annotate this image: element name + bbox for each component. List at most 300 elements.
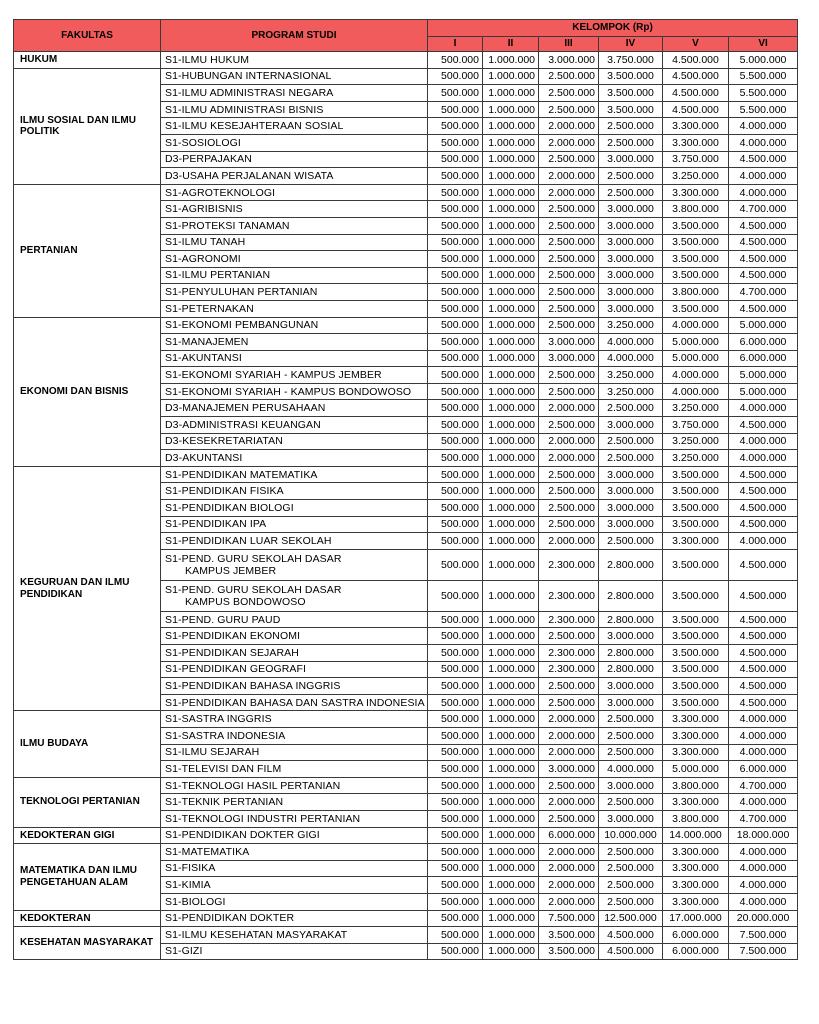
program-cell [161,251,428,268]
fee-cell-group-3: 2.500.000 [539,483,599,500]
fee-cell-group-3: 2.500.000 [539,68,599,85]
program-cell [161,549,428,580]
fee-cell-group-1: 500.000 [428,118,483,135]
fee-cell-group-6: 6.000.000 [729,334,798,351]
fee-cell-group-1: 500.000 [428,860,483,877]
program-name: S1-PEND. GURU SEKOLAH DASAR [165,583,342,596]
program-name: D3-KESEKRETARIATAN [165,435,283,448]
fee-cell-group-2: 1.000.000 [483,184,539,201]
fee-cell-group-4: 4.500.000 [599,943,663,960]
fee-cell-group-6: 4.000.000 [729,893,798,910]
fee-cell-group-4: 3.000.000 [599,810,663,827]
fee-cell-group-4: 3.000.000 [599,628,663,645]
faculty-cell: HUKUM [14,52,161,69]
fee-cell-group-6: 4.000.000 [729,794,798,811]
faculty-cell: MATEMATIKA DAN ILMU PENGETAHUAN ALAM [14,844,161,910]
fee-cell-group-6: 4.500.000 [729,300,798,317]
fee-cell-group-2: 1.000.000 [483,810,539,827]
fee-cell-group-2: 1.000.000 [483,350,539,367]
program-name: S1-SASTRA INDONESIA [165,729,286,742]
fee-cell-group-6: 7.500.000 [729,943,798,960]
fee-cell-group-4: 3.000.000 [599,678,663,695]
fee-cell-group-2: 1.000.000 [483,168,539,185]
fee-cell-group-5: 3.500.000 [663,694,729,711]
faculty-cell: EKONOMI DAN BISNIS [14,317,161,466]
fee-cell-group-4: 2.500.000 [599,893,663,910]
fee-cell-group-2: 1.000.000 [483,943,539,960]
fee-cell-group-5: 3.800.000 [663,201,729,218]
fee-cell-group-5: 3.300.000 [663,877,729,894]
program-name: D3-AKUNTANSI [165,452,243,465]
fee-cell-group-5: 4.000.000 [663,367,729,384]
program-name: S1-PETERNAKAN [165,302,254,315]
faculty-cell: ILMU SOSIAL DAN ILMU POLITIK [14,68,161,184]
header-group-6: VI [729,37,798,52]
fee-cell-group-2: 1.000.000 [483,628,539,645]
table-row [14,827,798,844]
fee-cell-group-6: 4.000.000 [729,168,798,185]
fee-cell-group-6: 4.000.000 [729,184,798,201]
fee-cell-group-4: 2.500.000 [599,118,663,135]
fee-cell-group-3: 2.500.000 [539,251,599,268]
fee-cell-group-1: 500.000 [428,251,483,268]
fee-cell-group-6: 4.000.000 [729,844,798,861]
fee-cell-group-5: 3.500.000 [663,267,729,284]
header-kelompok: KELOMPOK (Rp) [428,20,798,37]
program-cell [161,417,428,434]
fee-cell-group-2: 1.000.000 [483,400,539,417]
table-body [14,52,798,960]
fee-cell-group-5: 3.500.000 [663,611,729,628]
table-row [14,777,798,794]
program-cell [161,284,428,301]
program-name: S1-TEKNIK PERTANIAN [165,796,284,809]
fee-cell-group-5: 3.500.000 [663,516,729,533]
fee-cell-group-2: 1.000.000 [483,694,539,711]
table-row [14,711,798,728]
fee-cell-group-1: 500.000 [428,450,483,467]
fee-cell-group-5: 4.000.000 [663,317,729,334]
fee-cell-group-1: 500.000 [428,761,483,778]
program-cell [161,317,428,334]
fee-cell-group-6: 4.700.000 [729,201,798,218]
fee-cell-group-6: 4.500.000 [729,483,798,500]
fee-cell-group-4: 2.500.000 [599,860,663,877]
program-name: S1-GIZI [165,945,203,958]
fee-cell-group-3: 2.500.000 [539,217,599,234]
fee-cell-group-6: 4.500.000 [729,516,798,533]
fee-cell-group-5: 14.000.000 [663,827,729,844]
fee-cell-group-3: 3.500.000 [539,927,599,944]
fee-cell-group-3: 2.000.000 [539,134,599,151]
fee-cell-group-2: 1.000.000 [483,234,539,251]
fee-cell-group-6: 4.500.000 [729,234,798,251]
fee-cell-group-6: 4.500.000 [729,267,798,284]
fee-cell-group-2: 1.000.000 [483,101,539,118]
program-name: S1-AKUNTANSI [165,352,242,365]
program-name: S1-PENDIDIKAN EKONOMI [165,630,301,643]
fee-cell-group-6: 6.000.000 [729,350,798,367]
program-name: S1-EKONOMI SYARIAH - KAMPUS JEMBER [165,369,382,382]
fee-cell-group-1: 500.000 [428,727,483,744]
fee-cell-group-1: 500.000 [428,549,483,580]
program-name: S1-MATEMATIKA [165,845,250,858]
fee-cell-group-4: 2.500.000 [599,744,663,761]
fee-cell-group-6: 20.000.000 [729,910,798,927]
fee-cell-group-6: 4.500.000 [729,611,798,628]
program-cell [161,810,428,827]
table-row [14,184,798,201]
fee-cell-group-2: 1.000.000 [483,450,539,467]
program-name: S1-AGRONOMI [165,252,241,265]
fee-cell-group-1: 500.000 [428,284,483,301]
program-name: S1-PENDIDIKAN BAHASA DAN SASTRA INDONESIA [165,696,425,709]
fee-cell-group-1: 500.000 [428,184,483,201]
program-name: S1-SASTRA INGGRIS [165,713,272,726]
fee-cell-group-2: 1.000.000 [483,711,539,728]
fee-cell-group-3: 2.000.000 [539,118,599,135]
fee-cell-group-6: 5.500.000 [729,68,798,85]
program-cell [161,151,428,168]
fee-cell-group-5: 3.500.000 [663,251,729,268]
fee-cell-group-1: 500.000 [428,234,483,251]
fee-cell-group-2: 1.000.000 [483,500,539,517]
fee-cell-group-4: 3.250.000 [599,367,663,384]
fee-cell-group-2: 1.000.000 [483,516,539,533]
program-cell [161,500,428,517]
fee-cell-group-6: 4.500.000 [729,580,798,611]
fee-cell-group-1: 500.000 [428,628,483,645]
program-cell [161,645,428,662]
fee-cell-group-2: 1.000.000 [483,383,539,400]
fee-cell-group-1: 500.000 [428,910,483,927]
fee-cell-group-2: 1.000.000 [483,910,539,927]
fee-cell-group-6: 4.500.000 [729,251,798,268]
fee-cell-group-1: 500.000 [428,827,483,844]
program-cell [161,85,428,102]
fee-cell-group-4: 2.500.000 [599,844,663,861]
program-name: D3-USAHA PERJALANAN WISATA [165,169,334,182]
fee-cell-group-3: 2.500.000 [539,300,599,317]
program-name: S1-KIMIA [165,879,211,892]
fee-cell-group-5: 3.500.000 [663,234,729,251]
program-name: S1-AGROTEKNOLOGI [165,186,276,199]
fee-cell-group-3: 2.500.000 [539,810,599,827]
fee-cell-group-5: 3.500.000 [663,580,729,611]
fee-cell-group-1: 500.000 [428,400,483,417]
header-group-3: III [539,37,599,52]
fee-cell-group-6: 4.000.000 [729,727,798,744]
fee-cell-group-4: 2.800.000 [599,661,663,678]
fee-cell-group-2: 1.000.000 [483,794,539,811]
program-name: S1-PEND. GURU SEKOLAH DASAR [165,552,342,565]
header-group-4: IV [599,37,663,52]
fee-cell-group-1: 500.000 [428,168,483,185]
program-name: S1-PENDIDIKAN GEOGRAFI [165,663,307,676]
program-cell [161,184,428,201]
fee-cell-group-3: 2.500.000 [539,85,599,102]
fee-cell-group-5: 3.300.000 [663,893,729,910]
fee-cell-group-3: 2.000.000 [539,794,599,811]
table-row [14,844,798,861]
table-header [14,20,798,52]
fee-cell-group-6: 7.500.000 [729,927,798,944]
fee-cell-group-5: 3.300.000 [663,860,729,877]
fee-cell-group-3: 2.300.000 [539,549,599,580]
fee-cell-group-2: 1.000.000 [483,661,539,678]
program-cell [161,910,428,927]
program-name: S1-TELEVISI DAN FILM [165,762,282,775]
program-name: S1-ILMU TANAH [165,236,246,249]
faculty-cell: ILMU BUDAYA [14,711,161,777]
program-cell [161,367,428,384]
program-name: S1-PENDIDIKAN IPA [165,518,267,531]
fee-cell-group-1: 500.000 [428,151,483,168]
fee-cell-group-2: 1.000.000 [483,744,539,761]
program-cell [161,383,428,400]
fee-cell-group-4: 4.500.000 [599,927,663,944]
fee-cell-group-3: 2.000.000 [539,893,599,910]
fee-cell-group-5: 6.000.000 [663,943,729,960]
fee-cell-group-1: 500.000 [428,483,483,500]
fee-cell-group-3: 3.500.000 [539,943,599,960]
program-name: D3-PERPAJAKAN [165,153,252,166]
table-row [14,68,798,85]
fee-cell-group-4: 2.500.000 [599,711,663,728]
fee-cell-group-6: 4.000.000 [729,450,798,467]
fee-cell-group-3: 2.500.000 [539,417,599,434]
table-row [14,317,798,334]
program-cell [161,466,428,483]
fee-cell-group-4: 3.500.000 [599,101,663,118]
fee-cell-group-3: 2.000.000 [539,860,599,877]
fee-cell-group-1: 500.000 [428,893,483,910]
fee-cell-group-3: 2.500.000 [539,694,599,711]
fee-cell-group-5: 3.500.000 [663,300,729,317]
fee-cell-group-5: 3.800.000 [663,777,729,794]
fee-cell-group-4: 3.000.000 [599,300,663,317]
fee-cell-group-4: 2.500.000 [599,533,663,550]
program-cell [161,118,428,135]
fee-cell-group-3: 2.500.000 [539,678,599,695]
fee-cell-group-5: 3.500.000 [663,500,729,517]
fee-cell-group-2: 1.000.000 [483,284,539,301]
program-name: S1-PENDIDIKAN BAHASA INGGRIS [165,679,341,692]
faculty-cell: KEGURUAN DAN ILMU PENDIDIKAN [14,466,161,711]
fee-cell-group-4: 4.000.000 [599,350,663,367]
program-cell [161,267,428,284]
program-name: S1-PENDIDIKAN BIOLOGI [165,501,294,514]
program-cell [161,400,428,417]
fee-cell-group-5: 3.300.000 [663,794,729,811]
fee-cell-group-1: 500.000 [428,334,483,351]
program-cell [161,533,428,550]
fee-cell-group-5: 3.300.000 [663,134,729,151]
fee-cell-group-3: 2.500.000 [539,151,599,168]
fee-cell-group-3: 3.000.000 [539,761,599,778]
program-name: S1-BIOLOGI [165,895,226,908]
program-name: S1-TEKNOLOGI INDUSTRI PERTANIAN [165,812,361,825]
fee-table-container [13,19,797,960]
program-cell [161,201,428,218]
fee-cell-group-3: 2.500.000 [539,516,599,533]
fee-cell-group-3: 2.500.000 [539,777,599,794]
fee-cell-group-2: 1.000.000 [483,217,539,234]
fee-cell-group-4: 2.500.000 [599,877,663,894]
program-name: S1-PENDIDIKAN SEJARAH [165,646,299,659]
fee-cell-group-2: 1.000.000 [483,533,539,550]
program-name: S1-PENDIDIKAN LUAR SEKOLAH [165,534,332,547]
fee-cell-group-3: 2.500.000 [539,234,599,251]
fee-cell-group-1: 500.000 [428,433,483,450]
fee-cell-group-1: 500.000 [428,300,483,317]
fee-cell-group-4: 3.000.000 [599,201,663,218]
fee-cell-group-5: 3.250.000 [663,400,729,417]
fee-cell-group-6: 4.500.000 [729,417,798,434]
program-name: S1-PENYULUHAN PERTANIAN [165,286,318,299]
fee-cell-group-6: 4.000.000 [729,400,798,417]
fee-cell-group-3: 2.500.000 [539,500,599,517]
program-name: S1-PEND. GURU PAUD [165,613,281,626]
program-cell [161,516,428,533]
fee-cell-group-4: 3.000.000 [599,500,663,517]
program-name: S1-FISIKA [165,862,216,875]
program-cell [161,168,428,185]
program-cell [161,580,428,611]
fee-cell-group-1: 500.000 [428,134,483,151]
fee-cell-group-4: 2.500.000 [599,727,663,744]
fee-cell-group-5: 5.000.000 [663,350,729,367]
fee-cell-group-3: 2.000.000 [539,744,599,761]
fee-cell-group-2: 1.000.000 [483,433,539,450]
fee-cell-group-1: 500.000 [428,367,483,384]
program-name: S1-PENDIDIKAN DOKTER GIGI [165,829,320,842]
fee-cell-group-4: 2.800.000 [599,580,663,611]
fee-cell-group-1: 500.000 [428,533,483,550]
fee-cell-group-6: 4.000.000 [729,711,798,728]
program-cell [161,694,428,711]
fee-cell-group-2: 1.000.000 [483,118,539,135]
fee-cell-group-6: 4.700.000 [729,284,798,301]
table-row [14,927,798,944]
fee-cell-group-1: 500.000 [428,350,483,367]
fee-cell-group-5: 3.800.000 [663,810,729,827]
fee-cell-group-2: 1.000.000 [483,580,539,611]
program-cell [161,727,428,744]
fee-cell-group-1: 500.000 [428,516,483,533]
fee-cell-group-5: 5.000.000 [663,334,729,351]
program-name: S1-PENDIDIKAN MATEMATIKA [165,468,318,481]
program-name: D3-ADMINISTRASI KEUANGAN [165,418,321,431]
program-cell [161,827,428,844]
fee-cell-group-3: 7.500.000 [539,910,599,927]
fee-cell-group-4: 2.500.000 [599,134,663,151]
program-cell [161,777,428,794]
fee-cell-group-4: 2.800.000 [599,549,663,580]
fee-cell-group-5: 3.250.000 [663,433,729,450]
program-name: S1-TEKNOLOGI HASIL PERTANIAN [165,779,341,792]
program-name: S1-PENDIDIKAN FISIKA [165,485,284,498]
fee-cell-group-4: 3.000.000 [599,151,663,168]
fee-cell-group-3: 2.500.000 [539,628,599,645]
fee-cell-group-6: 4.500.000 [729,661,798,678]
fee-cell-group-4: 4.000.000 [599,761,663,778]
fee-cell-group-2: 1.000.000 [483,201,539,218]
fee-cell-group-3: 2.000.000 [539,533,599,550]
program-cell [161,711,428,728]
table-row [14,52,798,69]
fee-cell-group-4: 3.000.000 [599,516,663,533]
fee-cell-group-5: 3.300.000 [663,844,729,861]
fee-cell-group-2: 1.000.000 [483,549,539,580]
fee-cell-group-4: 2.800.000 [599,611,663,628]
program-cell [161,943,428,960]
fee-cell-group-4: 3.000.000 [599,284,663,301]
fee-cell-group-3: 2.300.000 [539,661,599,678]
fee-cell-group-4: 3.000.000 [599,234,663,251]
fee-cell-group-1: 500.000 [428,777,483,794]
fee-cell-group-2: 1.000.000 [483,85,539,102]
fee-cell-group-3: 3.000.000 [539,52,599,69]
fee-cell-group-4: 3.750.000 [599,52,663,69]
fee-cell-group-4: 3.500.000 [599,85,663,102]
fee-cell-group-2: 1.000.000 [483,877,539,894]
header-fakultas: FAKULTAS [14,20,161,52]
header-group-2: II [483,37,539,52]
fee-cell-group-5: 3.500.000 [663,645,729,662]
fee-cell-group-4: 2.500.000 [599,184,663,201]
program-cell [161,450,428,467]
fee-cell-group-2: 1.000.000 [483,300,539,317]
fee-cell-group-6: 5.000.000 [729,317,798,334]
fee-cell-group-3: 2.500.000 [539,317,599,334]
fee-cell-group-4: 2.500.000 [599,450,663,467]
fee-cell-group-1: 500.000 [428,68,483,85]
program-name: S1-MANAJEMEN [165,335,249,348]
fee-cell-group-2: 1.000.000 [483,727,539,744]
fee-cell-group-3: 2.000.000 [539,433,599,450]
fee-cell-group-5: 3.300.000 [663,118,729,135]
fee-cell-group-2: 1.000.000 [483,827,539,844]
fee-cell-group-4: 3.000.000 [599,251,663,268]
program-cell [161,483,428,500]
fee-cell-group-4: 3.000.000 [599,694,663,711]
fee-cell-group-6: 4.000.000 [729,533,798,550]
fee-cell-group-3: 2.500.000 [539,101,599,118]
fee-cell-group-6: 4.500.000 [729,645,798,662]
fee-cell-group-5: 3.500.000 [663,483,729,500]
fee-cell-group-1: 500.000 [428,645,483,662]
fee-cell-group-3: 6.000.000 [539,827,599,844]
fee-cell-group-4: 2.500.000 [599,433,663,450]
fee-cell-group-1: 500.000 [428,317,483,334]
fee-cell-group-2: 1.000.000 [483,927,539,944]
fee-cell-group-3: 2.000.000 [539,184,599,201]
fee-cell-group-4: 3.250.000 [599,383,663,400]
faculty-cell: KEDOKTERAN GIGI [14,827,161,844]
fee-cell-group-2: 1.000.000 [483,52,539,69]
fee-cell-group-1: 500.000 [428,943,483,960]
fee-cell-group-5: 5.000.000 [663,761,729,778]
fee-cell-group-2: 1.000.000 [483,251,539,268]
fee-cell-group-5: 3.300.000 [663,533,729,550]
fee-cell-group-1: 500.000 [428,52,483,69]
program-cell [161,217,428,234]
fee-cell-group-2: 1.000.000 [483,761,539,778]
fee-cell-group-6: 4.500.000 [729,678,798,695]
fee-cell-group-6: 4.000.000 [729,860,798,877]
fee-cell-group-6: 5.000.000 [729,383,798,400]
